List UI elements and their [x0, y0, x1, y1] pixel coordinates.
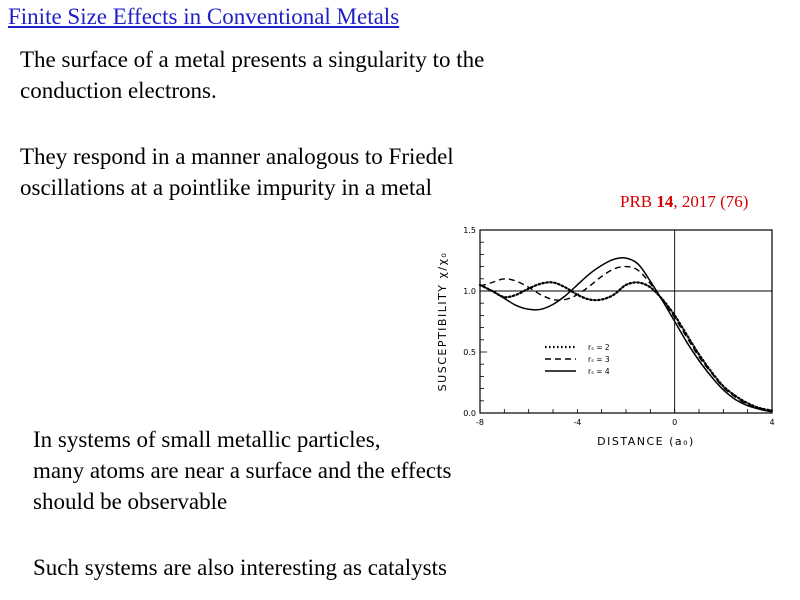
intro-paragraph: [20, 44, 484, 106]
y-tick-label: 0.0: [463, 409, 476, 418]
x-tick-label: -4: [573, 418, 582, 427]
x-tick-label: -8: [476, 418, 484, 427]
particles-line-1: In systems of small metallic particles,: [33, 427, 381, 452]
y-tick-label: 1.5: [463, 226, 476, 235]
series-line-dashed: [480, 267, 772, 411]
x-axis-label: DISTANCE (a₀): [597, 435, 695, 448]
legend-label: rₛ = 4: [588, 367, 610, 376]
catalysts-paragraph: [33, 552, 447, 583]
catalysts-line: Such systems are also interesting as catalysts: [33, 555, 447, 580]
susceptibility-chart: [430, 215, 790, 455]
y-tick-label: 1.0: [463, 287, 476, 296]
x-tick-label: 4: [769, 418, 775, 427]
particles-line-3: should be observable: [33, 489, 228, 514]
friedel-line-2: oscillations at a pointlike impurity in a metal: [20, 175, 433, 200]
y-axis-label: SUSCEPTIBILITY χ/χ₀: [436, 251, 449, 392]
x-tick-label: 0: [672, 418, 678, 427]
friedel-line-1: They respond in a manner analogous to Friedel: [20, 144, 454, 169]
legend-label: rₛ = 2: [588, 343, 610, 352]
reference-journal: PRB: [620, 192, 657, 211]
intro-line-2: conduction electrons.: [20, 78, 217, 103]
particles-line-2: many atoms are near a surface and the effects: [33, 458, 452, 483]
reference-rest: , 2017 (76): [673, 192, 749, 211]
y-tick-label: 0.5: [463, 348, 476, 357]
reference-citation: [620, 192, 748, 212]
series-line-solid: [480, 258, 772, 412]
intro-line-1: The surface of a metal presents a singularity to the: [20, 47, 485, 72]
particles-paragraph: [33, 424, 451, 517]
friedel-paragraph: [20, 141, 454, 203]
reference-volume: 14: [656, 192, 674, 211]
slide-title: Finite Size Effects in Conventional Metals: [8, 4, 400, 29]
legend-label: rₛ = 3: [588, 355, 610, 364]
